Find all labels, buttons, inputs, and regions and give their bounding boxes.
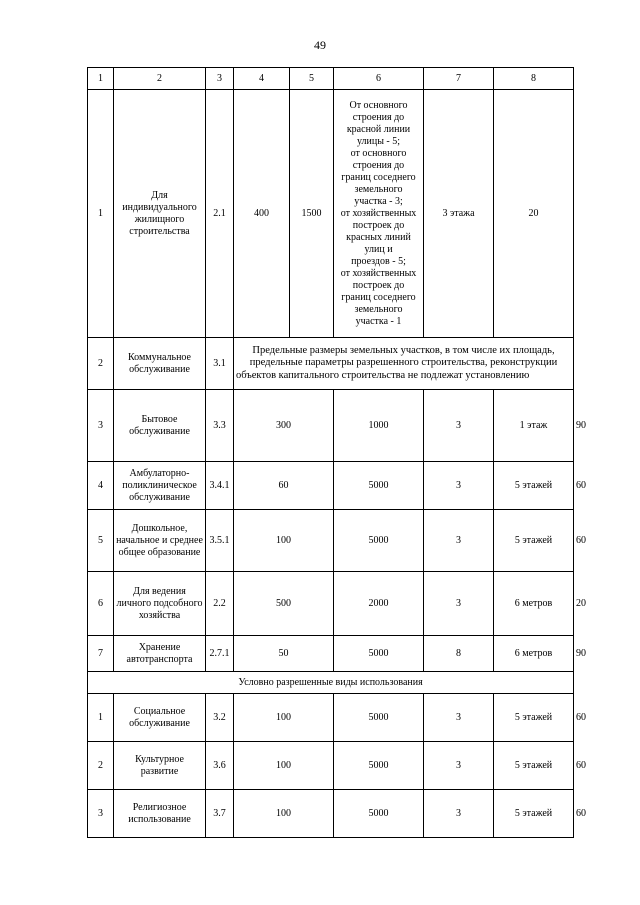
- setback-line: границ соседнего: [341, 291, 416, 303]
- row-number: 7: [88, 636, 114, 672]
- table-row: 1 Социальное обслуживание 3.2 100 5000 3 5 этажей 60: [88, 694, 574, 742]
- use-code: 2.1: [206, 90, 234, 338]
- max-floors: 5 этажей: [494, 510, 574, 572]
- use-code: 3.2: [206, 694, 234, 742]
- max-floors: 5 этажей: [494, 742, 574, 790]
- max-area: 5000: [334, 462, 424, 510]
- max-floors: 1 этаж: [494, 390, 574, 462]
- header-cell: 4: [234, 68, 290, 90]
- min-area: 100: [234, 742, 334, 790]
- table-row: [88, 338, 574, 390]
- max-area: 5000: [334, 636, 424, 672]
- use-name: Культурное развитие: [114, 742, 206, 790]
- use-code: 3.7: [206, 790, 234, 838]
- setback-line: От основного: [349, 99, 408, 111]
- setback: 3: [424, 694, 494, 742]
- setback-line: построек до: [352, 219, 405, 231]
- min-area: 100: [234, 790, 334, 838]
- min-area: 400: [234, 90, 290, 338]
- use-code: 3.3: [206, 390, 234, 462]
- land-use-regulations-table: [87, 67, 586, 838]
- header-cell: 8: [494, 68, 574, 90]
- table-row: 6 Для ведения личного подсобного хозяйства 2.2 500 2000 3 6 метров 20: [88, 572, 574, 636]
- header-cell: 1: [88, 68, 114, 90]
- header-cell: 2: [114, 68, 206, 90]
- table-row: 7 Хранение автотранспорта 2.7.1 50 5000 8 6 метров 90: [88, 636, 574, 672]
- use-code: 3.6: [206, 742, 234, 790]
- row-number: 4: [88, 462, 114, 510]
- min-area: 100: [234, 694, 334, 742]
- setback-line: строения до: [352, 111, 405, 123]
- table-row: 4 Амбулаторно-поликлиническое обслуживание 3.4.1 60 5000 3 5 этажей 60: [88, 462, 574, 510]
- setback-distances: [334, 90, 424, 338]
- table-row: 3 Религиозное использование 3.7 100 5000 3 5 этажей 60: [88, 790, 574, 838]
- setback-line: земельного: [354, 183, 403, 195]
- setback-line: участка - 3;: [354, 195, 403, 207]
- max-area: 5000: [334, 790, 424, 838]
- row-number: 3: [88, 390, 114, 462]
- setback-line: проездов - 5;: [351, 255, 406, 267]
- setback-line: красной линии: [346, 123, 411, 135]
- row-number: 3: [88, 790, 114, 838]
- use-name: Хранение автотранспорта: [114, 636, 206, 672]
- use-name: Социальное обслуживание: [114, 694, 206, 742]
- page-number: 49: [314, 38, 326, 52]
- max-floors: 5 этажей: [494, 462, 574, 510]
- setback-line: улиц и: [364, 243, 393, 255]
- use-name: Дошкольное, начальное и среднее общее образование: [114, 510, 206, 572]
- setback: 3: [424, 742, 494, 790]
- min-area: 60: [234, 462, 334, 510]
- use-code: 2.2: [206, 572, 234, 636]
- min-area: 50: [234, 636, 334, 672]
- use-name: Амбулаторно-поликлиническое обслуживание: [114, 462, 206, 510]
- max-floors: 5 этажей: [494, 694, 574, 742]
- use-code: 3.1: [206, 338, 234, 390]
- row-number: 6: [88, 572, 114, 636]
- header-cell: 3: [206, 68, 234, 90]
- table-row: 3 Бытовое обслуживание 3.3 300 1000 3 1 этаж 90: [88, 390, 574, 462]
- setback-line: строения до: [352, 159, 405, 171]
- row-number: 2: [88, 338, 114, 390]
- max-coverage-percent: 20: [494, 90, 574, 338]
- max-area: 2000: [334, 572, 424, 636]
- min-area: 100: [234, 510, 334, 572]
- use-name: Для индивидуального жилищного строительства: [114, 90, 206, 338]
- setback: 3: [424, 390, 494, 462]
- row-number: 1: [88, 694, 114, 742]
- setback: 3: [424, 572, 494, 636]
- setback: 3: [424, 510, 494, 572]
- setback-line: от хозяйственных: [340, 267, 417, 279]
- row-number: 5: [88, 510, 114, 572]
- use-name: Для ведения личного подсобного хозяйства: [114, 572, 206, 636]
- use-code: 3.4.1: [206, 462, 234, 510]
- setback-line: участка - 1: [355, 315, 402, 327]
- max-floors: 6 метров: [494, 636, 574, 672]
- header-cell: 6: [334, 68, 424, 90]
- max-floors: 6 метров: [494, 572, 574, 636]
- header-cell: 7: [424, 68, 494, 90]
- use-name: Религиозное использование: [114, 790, 206, 838]
- setback: 3: [424, 462, 494, 510]
- setback-line: красных линий: [346, 231, 411, 243]
- setback-line: от основного: [350, 147, 407, 159]
- use-name: Бытовое обслуживание: [114, 390, 206, 462]
- max-floors: 5 этажей: [494, 790, 574, 838]
- max-floors: 3 этажа: [424, 90, 494, 338]
- table-row: [88, 90, 574, 338]
- setback-line: улицы - 5;: [356, 135, 401, 147]
- setback-line: построек до: [352, 279, 405, 291]
- setback: 8: [424, 636, 494, 672]
- use-code: 2.7.1: [206, 636, 234, 672]
- max-area: 5000: [334, 742, 424, 790]
- header-row: [88, 68, 574, 90]
- setback-line: от хозяйственных: [340, 207, 417, 219]
- row-number: 2: [88, 742, 114, 790]
- setback: 3: [424, 790, 494, 838]
- section-title: Условно разрешенные виды использования: [88, 672, 574, 694]
- max-area: 5000: [334, 510, 424, 572]
- row-number: 1: [88, 90, 114, 338]
- min-area: 500: [234, 572, 334, 636]
- section-header-row: [88, 672, 574, 694]
- max-area: 1500: [290, 90, 334, 338]
- use-name: Коммунальное обслуживание: [114, 338, 206, 390]
- setback-line: земельного: [354, 303, 403, 315]
- max-area: 1000: [334, 390, 424, 462]
- not-established-note: Предельные размеры земельных участков, в том числе их площадь, предельные параметры разрешенного строительства, реконструкции объектов капитального строительства не подлежат установлению: [234, 338, 574, 390]
- table-row: 2 Культурное развитие 3.6 100 5000 3 5 этажей 60: [88, 742, 574, 790]
- min-area: 300: [234, 390, 334, 462]
- setback-line: границ соседнего: [341, 171, 416, 183]
- max-area: 5000: [334, 694, 424, 742]
- table-row: 5 Дошкольное, начальное и среднее общее образование 3.5.1 100 5000 3 5 этажей 60: [88, 510, 574, 572]
- header-cell: 5: [290, 68, 334, 90]
- use-code: 3.5.1: [206, 510, 234, 572]
